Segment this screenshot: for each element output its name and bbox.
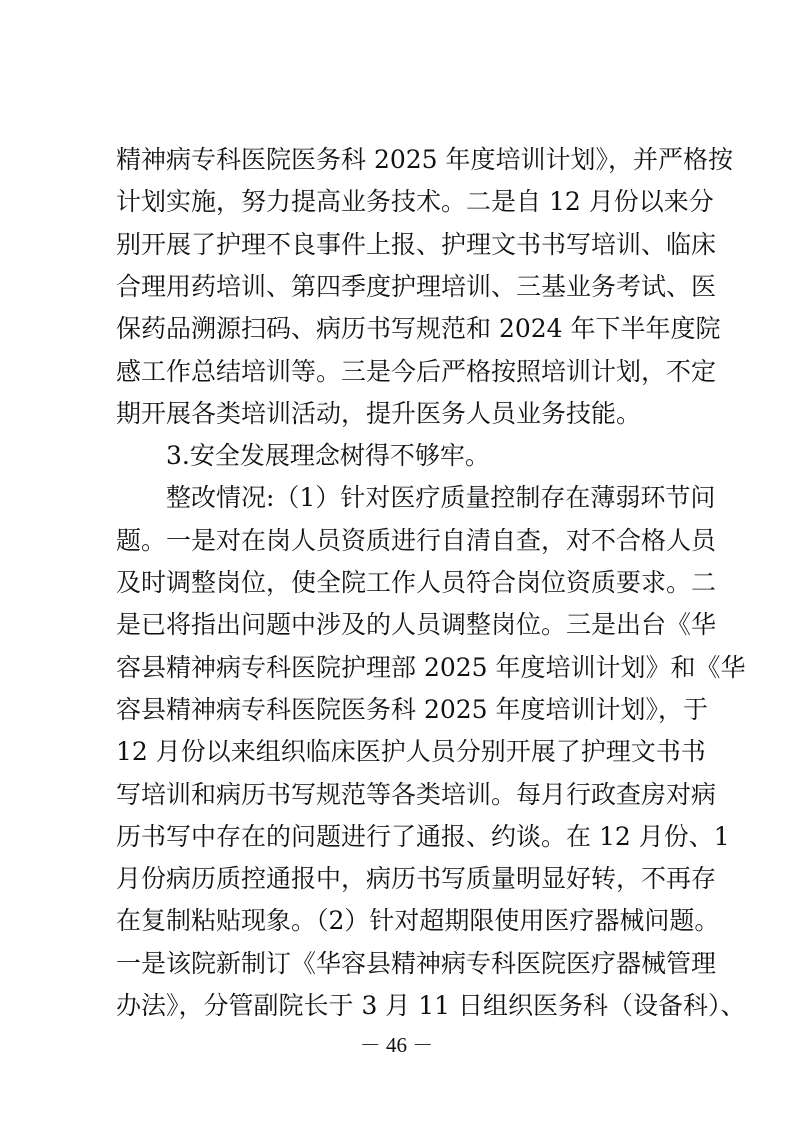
body-text-line: 历书写中存在的问题进行了通报、约谈。在 12 月份、1 [116,821,730,851]
body-text-line: 12 月份以来组织临床医护人员分别开展了护理文书书 [116,737,706,767]
body-text-line: 计划实施，努力提高业务技术。二是自 12 月份以来分 [116,187,714,217]
body-text-line: 写培训和病历书写规范等各类培训。每月行政查房对病 [116,779,717,809]
body-text-line: 办法》，分管副院长于 3 月 11 日组织医务科（设备科）、 [116,991,746,1020]
body-text-line: 精神病专科医院医务科 2025 年度培训计划》，并严格按 [116,145,734,174]
body-text-line: 保药品溯源扫码、病历书写规范和 2024 年下半年度院 [116,314,721,344]
body-text-line: 感工作总结培训等。三是今后严格按照培训计划，不定 [116,356,717,386]
body-text-line: 容县精神病专科医院护理部 2025 年度培训计划》和《华 [116,652,746,682]
section-heading: 3.安全发展理念树得不够牢。 [166,441,490,471]
page-number: － 46 － [359,1033,434,1057]
body-text-line: 容县精神病专科医院医务科 2025 年度培训计划》，于 [116,694,709,724]
body-text-line: 及时调整岗位，使全院工作人员符合岗位资质要求。二 [116,568,717,597]
body-text-line: 期开展各类培训活动，提升医务人员业务技能。 [116,398,642,428]
body-text-line: 月份病历质控通报中，病历书写质量明显好转，不再存 [116,864,717,894]
body-text-line: 合理用药培训、第四季度护理培训、三基业务考试、医 [116,271,717,301]
body-text-line: 一是该院新制订《华容县精神病专科医院医疗器械管理 [116,948,717,978]
body-text-line: 在复制粘贴现象。（2）针对超期限使用医疗器械问题。 [116,906,720,936]
body-text-line: 整改情况:（1）针对医疗质量控制存在薄弱环节问 [166,483,716,513]
body-text-line: 别开展了护理不良事件上报、护理文书书写培训、临床 [116,229,717,259]
body-text-line: 是已将指出问题中涉及的人员调整岗位。三是出台《华 [116,610,717,640]
body-text-line: 题。一是对在岗人员资质进行自清自查，对不合格人员 [116,525,717,555]
